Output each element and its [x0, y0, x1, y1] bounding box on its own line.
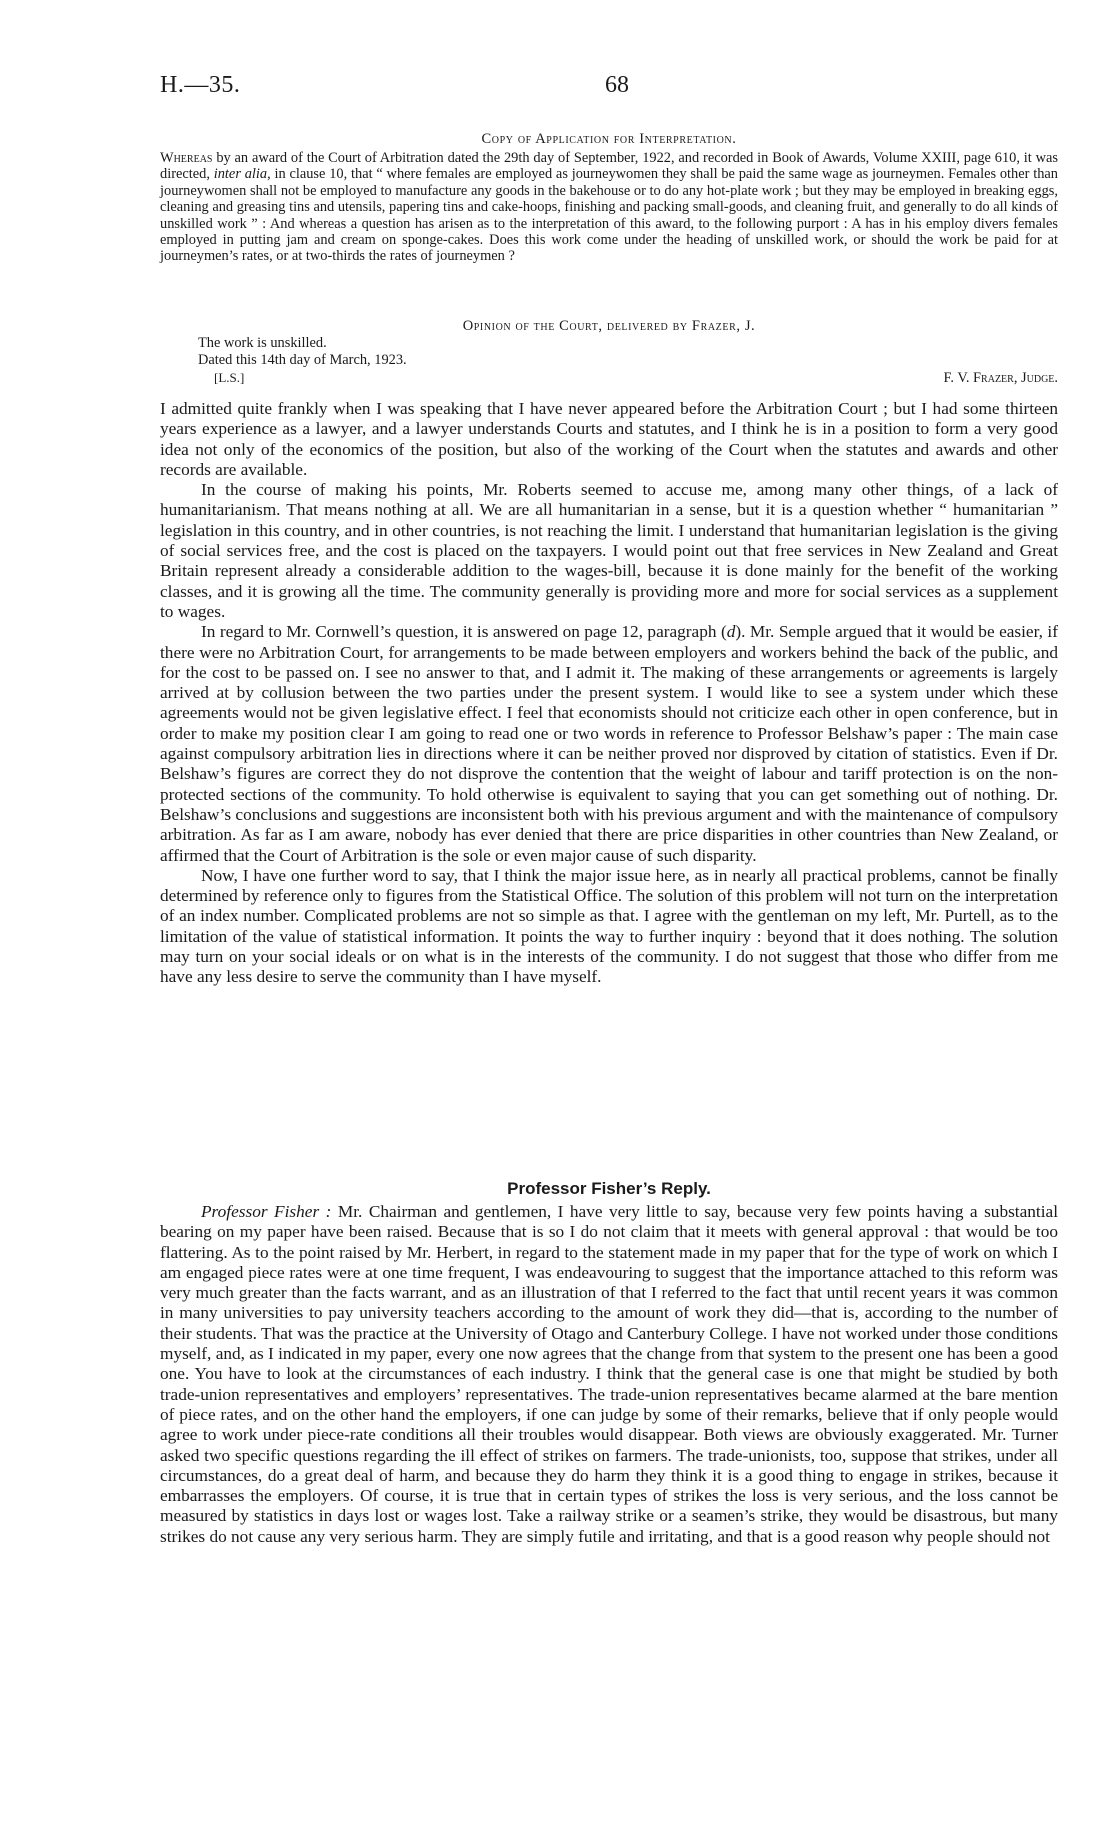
application-title: Copy of Application for Interpretation. [481, 131, 737, 147]
seal-mark: [L.S.] [214, 370, 245, 385]
speech-italic: d [726, 622, 736, 642]
application-lead-word: Whereas [160, 150, 213, 166]
opinion-date: Dated this 14th day of March, 1923. [198, 352, 407, 368]
speech-paragraph: I admitted quite frankly when I was speaking that I have never appeared before the Arbitration Court ; but I had some thirteen years experience as a lawyer, and a lawyer understands Courts and statutes, and I think he is in a position to form a very good idea not only of the economics of the position, but also of the working of the Court when the statutes and awards and other records are available. [160, 399, 1058, 479]
document-id: H.—35. [160, 72, 241, 98]
opinion-title: Opinion of the Court, delivered by Frazer, J. [462, 318, 756, 334]
section-heading: Professor Fisher’s Reply. [507, 1179, 711, 1198]
page-header [160, 72, 1060, 112]
speech-paragraph: In the course of making his points, Mr. Roberts seemed to accuse me, among many other things, of a lack of humanitarianism. That means nothing at all. We are all humanitarian in a sense, but it is a question whether “ humanitarian ” legislation in this country, and in other countries, is not reaching the limit. I understand that humanitarian legislation is the giving of social services free, and the cost is placed on the taxpayers. I would point out that free services in New Zealand and Great Britain represent already a considerable addition to the wages-bill, because it is done mainly for the benefit of the working classes, and it is growing all the time. The community generally is providing more and more for social services as a supplement to wages. [160, 480, 1058, 621]
speech-paragraph: Now, I have one further word to say, that I think the major issue here, as in nearly all practical problems, cannot be finally determined by reference only to figures from the Statistical Office. The solution of this problem will not turn on the interpretation of an index number. Complicated problems are not so simple as that. I agree with the gentleman on my left, Mr. Purtell, as to the limitation of the value of statistical information. It points the way to further inquiry : beyond that it does nothing. The solution may turn on your social ideals or on what is in the interests of the community. I do not suggest that those who differ from me have any less desire to serve the community than I have myself. [160, 865, 1058, 987]
reply-paragraph [160, 1202, 1058, 1547]
opinion-line-1: The work is unskilled. [198, 335, 327, 351]
reply-body [160, 1202, 1058, 1547]
reply-text: Mr. Chairman and gentlemen, I have very little to say, because very few points having a substantial bearing on my paper have been raised. Because that is so I do not claim that it meets with general approval : that would be too flattering. As to the point raised by Mr. Herbert, in regard to the statement made in my paper that for the type of work on which I am engaged piece rates were at one time frequent, I was endeavouring to suggest that the importance attached to this reform was very much greater than the facts warrant, and as an illustration of that I referred to the fact that until recent years it was common in many universities to pay university teachers according to the amount of work they did—that is, according to the number of their students. That was the practice at the University of Otago and Canterbury College. I have not worked under those conditions myself, and, as I indicated in my paper, every one now agrees that the change from that system to the present one has been a good one. You have to look at the circumstances of each industry. I think that the general case is one that might be studied by both trade-union representatives and employers’ representatives. The trade-union representatives became alarmed at the bare mention of piece rates, and on the other hand the employers, if one can judge by some of their remarks, believe that if only people would agree to work under piece-rate conditions all their troubles would disappear. Both views are obviously exaggerated. Mr. Turner asked two specific questions regarding the ill effect of strikes on farmers. The trade-unionists, too, suppose that strikes, under all circumstances, do a great deal of harm, and because they do harm they think it is a good thing to engage in strikes, because it embarrasses the employers. Of course, it is true that in certain types of strikes the loss is very serious, and the loss cannot be measured by statistics in days lost or wages lost. Take a railway strike or a seamen’s strike, they would be disastrous, but many strikes do not cause any very serious harm. They are simply futile and irritating, and that is a good reason why people should not [160, 1202, 1058, 1546]
page-number: 68 [605, 72, 629, 98]
application-body [160, 150, 1058, 265]
speech-text: In regard to Mr. Cornwell’s question, it is answered on page 12, paragraph ( [201, 622, 727, 642]
application-text-2: , in clause 10, that “ where females are employed as journeywomen they shall be paid the same wage as journeymen. Females other than journeywomen shall not be employed to manufacture any goods in the bakehouse or to do any hot-plate work ; but they may be employed in breaking eggs, cleaning and greasing tins and utensils, papering tins and cake-hoops, finishing and packing small-goods, and cleaning fruit, and generally to do all kinds of unskilled work ” : And whereas a question has arisen as to the interpretation of this award, to the following purport : A has in his employ divers females employed in putting jam and cream on sponge-cakes. Does this work come under the heading of unskilled work, or should the work be paid for at journeymen’s rates, or at two-thirds the rates of journeymen ? [160, 166, 1059, 265]
reply-speaker: Professor Fisher : [201, 1202, 332, 1221]
judge-signature: F. V. Frazer, Judge. [943, 370, 1058, 386]
speech-text: ). Mr. Semple argued that it would be easier, if there were no Arbitration Court, for arrangements to be made between employers and workers behind the back of the public, and for the cost to be passed on. I see no answer to that, and I admit it. The making of these arrangements or agreements is largely arrived at by collusion between the two parties under the present system. I would like to see a system under which these agreements would not be given legislative effect. I feel that economists should not criticize each other in open conference, but in order to make my position clear I am going to read one or two words in reference to Professor Belshaw’s paper : The main case against compulsory arbitration lies in directions where it can be neither proved nor disproved by citation of statistics. Even if Dr. Belshaw’s figures are correct they do not disprove the contention that the weight of labour and tariff protection is on the non-protected sections of the community. To hold otherwise is equivalent to saying that you can get something out of nothing. Dr. Belshaw’s conclusions and suggestions are inconsistent both with his previous argument and with the maintenance of compulsory arbitration. As far as I am aware, nobody has ever denied that there are price disparities in other countries than New Zealand, or affirmed that the Court of Arbitration is the sole or even major cause of such disparity. [160, 622, 1058, 865]
speech-body [160, 399, 1058, 988]
application-italic: inter alia [213, 166, 268, 183]
speech-paragraph [160, 622, 1058, 866]
application-text-1: by an award of the Court of Arbitration dated the 29th day of September, 1922, and recorded in Book of Awards, Volume XXIII, page 610, it was directed, [160, 150, 1058, 183]
